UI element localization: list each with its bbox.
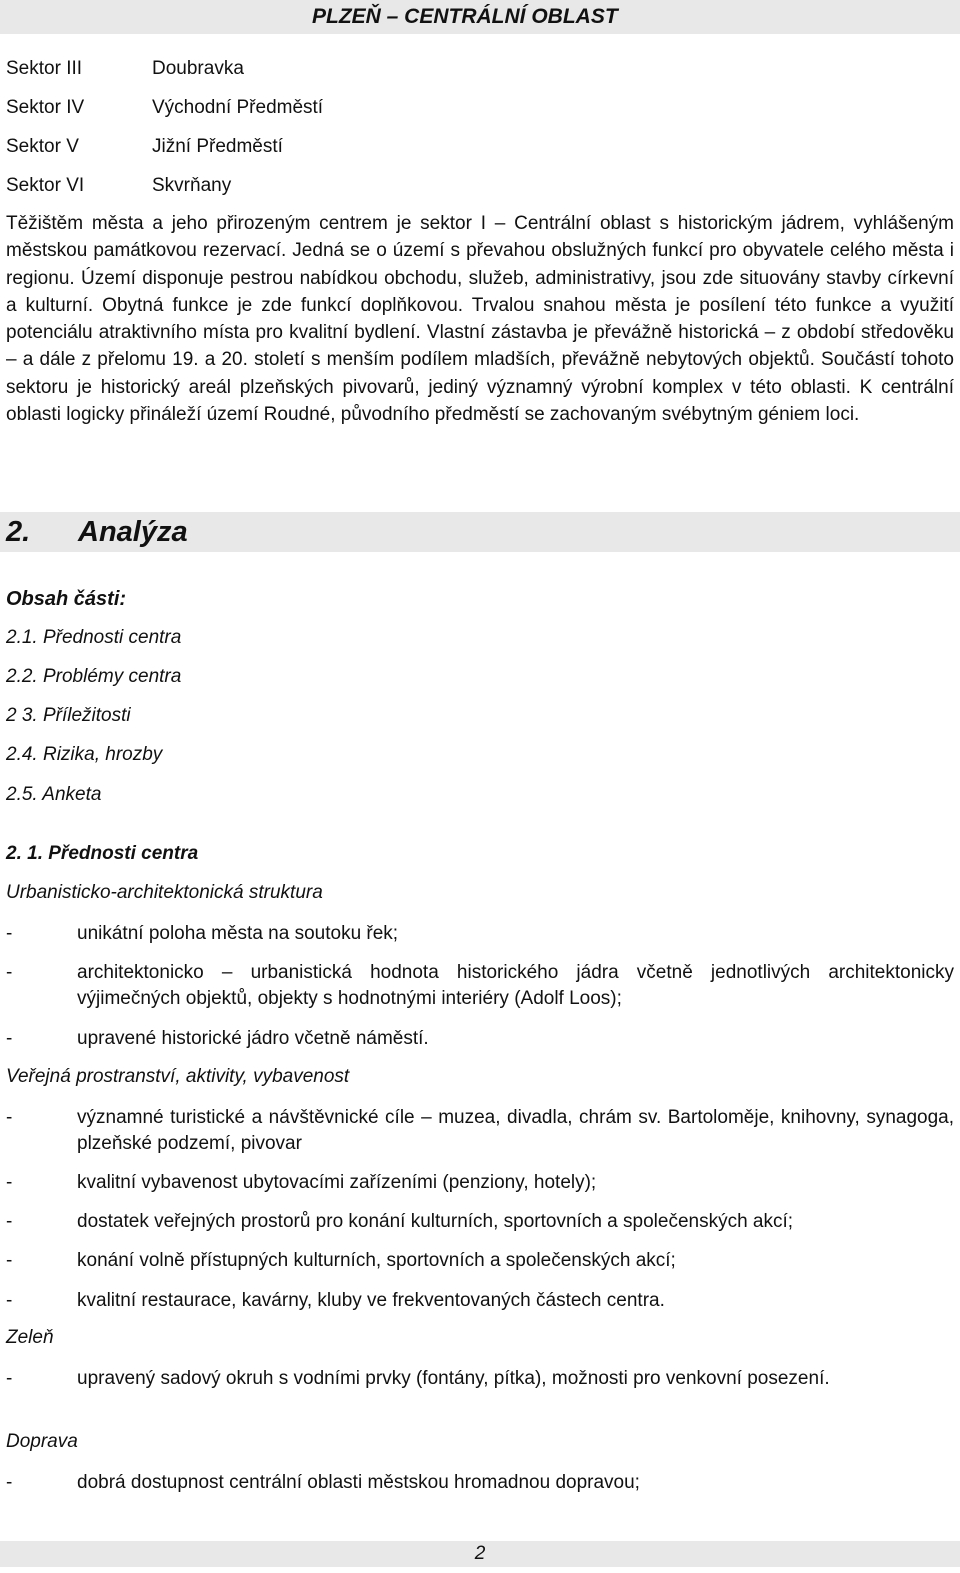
list-item	[6, 1366, 954, 1392]
list-dash: -	[6, 1172, 13, 1193]
contents-item: 2.2. Problémy centra	[6, 666, 182, 687]
list-item-text: upravené historické jádro včetně náměstí.	[77, 1028, 429, 1049]
list-item	[6, 1026, 954, 1052]
page-number: 2	[474, 1543, 486, 1564]
list-dash: -	[6, 1107, 13, 1128]
category-title-green: Zeleň	[6, 1327, 54, 1348]
list-item-text: kvalitní restaurace, kavárny, kluby ve frekventovaných částech centra.	[77, 1290, 665, 1311]
list-item-text: architektonicko – urbanistická hodnota historického jádra včetně jednotlivých architektonicky výjimečných objektů, objekty s hodnotnými interiéry (Adolf Loos);	[77, 962, 954, 1009]
category-title-public: Veřejná prostranství, aktivity, vybavenost	[6, 1066, 350, 1087]
intro-paragraph: Těžištěm města a jeho přirozeným centrem je sektor I – Centrální oblast s historickým jádrem, vyhlášeným městskou památkovou rezervací. Jedná se o území s převahou obslužných funkcí pro obyvatele celého města i regionu. Území disponuje pestrou nabídkou obchodu, služeb, administrativy, jsou zde situovány stavby církevní a kulturní. Obytná funkce je zde funkcí doplňkovou. Trvalou snahou města je posílení této funkce a využití potenciálu atraktivního místa pro kvalitní bydlení. Vlastní zástavba je převážně historická – z období středověku – a dále z přelomu 19. a 20. století s menším podílem mladších, převážně nebytových objektů. Součástí tohoto sektoru je historický areál plzeňských pivovarů, jediný významný výrobní komplex v této oblasti. K centrální oblasti logicky přináleží území Roudné, původního předměstí se zachovaným svébytným géniem loci.	[6, 213, 954, 426]
section-number: 2.	[6, 516, 31, 548]
list-dash: -	[6, 962, 13, 983]
sector-label: Sektor VI	[6, 175, 85, 196]
list-dash: -	[6, 1211, 13, 1232]
category-title-transport: Doprava	[6, 1431, 78, 1452]
sector-name: Východní Předměstí	[152, 97, 324, 118]
sector-label: Sektor IV	[6, 97, 85, 118]
contents-item: 2 3. Příležitosti	[6, 705, 131, 726]
list-dash: -	[6, 1472, 13, 1493]
list-item-text: dobrá dostupnost centrální oblasti městskou hromadnou dopravou;	[77, 1472, 640, 1493]
list-item	[6, 1470, 954, 1496]
list-item	[6, 960, 954, 1012]
list-item-text: upravený sadový okruh s vodními prvky (fontány, pítka), možnosti pro venkovní posezení.	[77, 1368, 830, 1389]
list-dash: -	[6, 923, 13, 944]
subsection-title: 2. 1. Přednosti centra	[6, 843, 199, 864]
list-dash: -	[6, 1290, 13, 1311]
list-item-text: dostatek veřejných prostorů pro konání kulturních, sportovních a společenských akcí;	[77, 1211, 794, 1232]
sector-name: Skvrňany	[152, 175, 232, 196]
contents-title: Obsah části:	[6, 588, 127, 610]
sector-name: Doubravka	[152, 58, 244, 79]
list-item	[6, 921, 954, 947]
page-header-title: PLZEŇ – CENTRÁLNÍ OBLAST	[312, 5, 618, 28]
list-dash: -	[6, 1368, 13, 1389]
contents-item: 2.4. Rizika, hrozby	[6, 744, 163, 765]
list-item-text: významné turistické a návštěvnické cíle – muzea, divadla, chrám sv. Bartoloměje, knihovny, synagoga, plzeňské podzemí, pivovar	[77, 1107, 954, 1154]
list-item-text: konání volně přístupných kulturních, sportovních a společenských akcí;	[77, 1250, 676, 1271]
list-item	[6, 1105, 954, 1157]
section-title: Analýza	[78, 516, 188, 548]
list-item	[6, 1170, 954, 1196]
list-item	[6, 1288, 954, 1314]
list-item-text: kvalitní vybavenost ubytovacími zařízeními (penziony, hotely);	[77, 1172, 597, 1193]
sector-label: Sektor V	[6, 136, 79, 157]
section-heading	[6, 512, 188, 552]
list-item-text: unikátní poloha města na soutoku řek;	[77, 923, 399, 944]
category-title-urban: Urbanisticko-architektonická struktura	[6, 882, 323, 903]
list-item	[6, 1209, 954, 1235]
list-dash: -	[6, 1250, 13, 1271]
contents-item: 2.5. Anketa	[6, 784, 102, 805]
sector-label: Sektor III	[6, 58, 83, 79]
list-item	[6, 1248, 954, 1274]
contents-item: 2.1. Přednosti centra	[6, 627, 182, 648]
list-dash: -	[6, 1028, 13, 1049]
sector-name: Jižní Předměstí	[152, 136, 283, 157]
